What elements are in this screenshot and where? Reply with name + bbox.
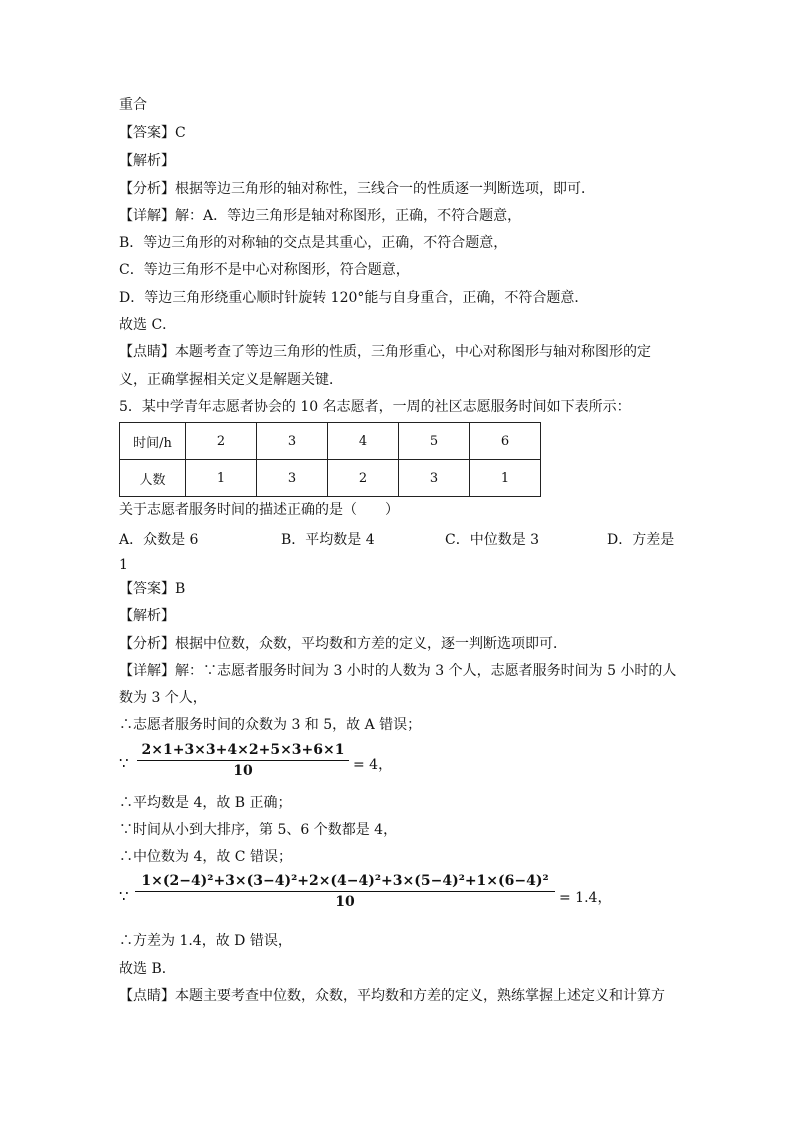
because-symbol: ∵ <box>119 754 129 772</box>
fraction-bar <box>137 760 349 761</box>
fraction-denominator: 10 <box>335 894 355 910</box>
table-cell: 人数 <box>120 460 186 497</box>
analysis-heading: 【解析】 <box>119 608 175 624</box>
table-cell: 4 <box>328 423 399 460</box>
text-line: 【点睛】本题主要考查中位数，众数，平均数和方差的定义，熟练掌握上述定义和计算方 <box>119 988 665 1004</box>
text-line: 故选 B． <box>119 961 176 977</box>
text-line: 数为 3 个人， <box>119 690 207 706</box>
table-row <box>120 423 541 460</box>
variance-formula <box>119 873 639 921</box>
question-text: 关于志愿者服务时间的描述正确的是（ ） <box>119 502 399 518</box>
text-line: 【详解】解：∵志愿者服务时间为 3 小时的人数为 3 个人，志愿者服务时间为 5 小时的人 <box>119 663 677 679</box>
text-line: 义，正确掌握相关定义是解题关键． <box>119 372 343 388</box>
fraction-numerator: 2×1+3×3+4×2+5×3+6×1 <box>141 742 345 758</box>
text-line: 故选 C． <box>119 317 177 333</box>
table-cell: 1 <box>470 460 541 497</box>
text-line: 【分析】根据中位数，众数，平均数和方差的定义，逐一判断选项即可． <box>119 636 567 652</box>
table-cell: 6 <box>470 423 541 460</box>
service-time-table <box>119 422 541 497</box>
fraction-numerator: 1×(2−4)²+3×(3−4)²+2×(4−4)²+3×(5−4)²+1×(6−4)² <box>141 873 549 889</box>
option-b: B．平均数是 4 <box>281 532 375 548</box>
fraction-bar <box>135 891 555 892</box>
formula-result: = 1.4， <box>559 890 612 906</box>
question-stem: 5．某中学青年志愿者协会的 10 名志愿者，一周的社区志愿服务时间如下表所示： <box>119 399 631 415</box>
option-c: C．中位数是 3 <box>445 532 540 548</box>
table-cell: 2 <box>186 423 257 460</box>
text-line: 【分析】根据等边三角形的轴对称性，三线合一的性质逐一判断选项，即可． <box>119 181 595 197</box>
table-cell: 时间/h <box>120 423 186 460</box>
option-d: D．方差是 <box>607 532 675 548</box>
table-cell: 5 <box>399 423 470 460</box>
text-line: 重合 <box>119 97 147 113</box>
mean-formula <box>119 742 419 784</box>
answer-line: 【答案】C <box>119 125 186 141</box>
text-line: B．等边三角形的对称轴的交点是其重心，正确，不符合题意， <box>119 235 508 251</box>
text-line: 【点睛】本题考查了等边三角形的性质，三角形重心，中心对称图形与轴对称图形的定 <box>119 344 651 360</box>
text-line: D．等边三角形绕重心顺时针旋转 120°能与自身重合，正确，不符合题意． <box>119 290 589 306</box>
answer-line: 【答案】B <box>119 581 186 597</box>
table-cell: 3 <box>399 460 470 497</box>
formula-result: = 4， <box>353 757 393 773</box>
fraction <box>135 873 555 910</box>
option-a: A．众数是 6 <box>119 532 199 548</box>
because-symbol: ∵ <box>119 887 129 905</box>
fraction-denominator: 10 <box>233 763 253 779</box>
table-row <box>120 460 541 497</box>
text-line: ∴志愿者服务时间的众数为 3 和 5，故 A 错误； <box>119 717 422 733</box>
table-cell: 3 <box>257 460 328 497</box>
table-cell: 3 <box>257 423 328 460</box>
text-line: 【详解】解：A．等边三角形是轴对称图形，正确，不符合题意， <box>119 208 522 224</box>
table-cell: 1 <box>186 460 257 497</box>
option-d-wrap: 1 <box>119 557 128 573</box>
text-line: ∴平均数是 4，故 B 正确； <box>119 795 292 811</box>
text-line: C．等边三角形不是中心对称图形，符合题意， <box>119 262 410 278</box>
text-line: ∴方差为 1.4，故 D 错误， <box>119 933 292 949</box>
options-row <box>119 529 679 549</box>
text-line: ∵时间从小到大排序，第 5、6 个数都是 4， <box>119 822 398 838</box>
text-line: ∴中位数为 4，故 C 错误； <box>119 849 292 865</box>
fraction <box>137 742 349 779</box>
analysis-heading: 【解析】 <box>119 153 175 169</box>
table-cell: 2 <box>328 460 399 497</box>
